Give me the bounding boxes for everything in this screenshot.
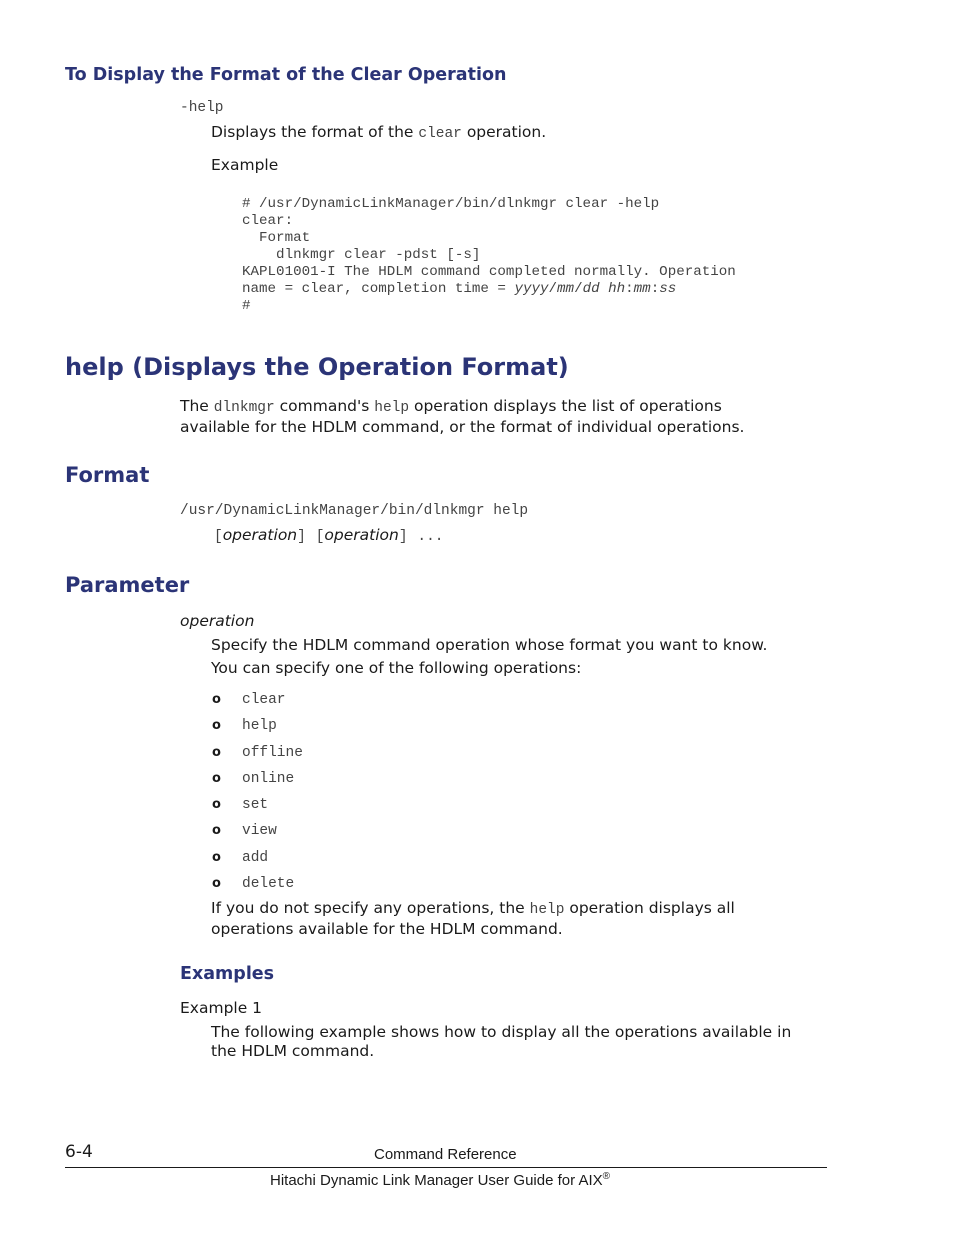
list-item: help xyxy=(242,718,277,734)
option-help: -help xyxy=(180,100,224,116)
code-text xyxy=(600,281,609,297)
subsection-title-examples: Examples xyxy=(180,964,275,984)
bullet-icon: o xyxy=(212,745,221,760)
parameter-desc-1: Specify the HDLM command operation whose format you want to know. xyxy=(211,636,768,654)
code-dlnkmgr: dlnkmgr xyxy=(213,400,275,416)
bullet-icon: o xyxy=(212,876,221,891)
registered-mark: ® xyxy=(602,1171,611,1182)
footer-chapter: Command Reference xyxy=(374,1146,517,1163)
code-line: dlnkmgr clear -pdst [-s] xyxy=(242,247,481,263)
help-intro-line-2: available for the HDLM command, or the format of individual operations. xyxy=(180,418,745,436)
code-block-clear-help xyxy=(242,196,736,315)
parameter-desc-2: You can specify one of the following operations: xyxy=(211,659,582,677)
footer-divider xyxy=(65,1167,827,1168)
example-label: Example xyxy=(211,156,279,174)
code-var: hh xyxy=(608,281,626,297)
subsection-heading-clear-format: To Display the Format of the Clear Operation xyxy=(65,65,507,85)
code-help: help xyxy=(374,400,410,416)
bullet-icon: o xyxy=(212,771,221,786)
text: The xyxy=(180,397,214,415)
code-var: mm xyxy=(633,281,651,297)
example-1-desc-line-1: The following example shows how to display all the operations available in xyxy=(211,1023,792,1041)
ellipsis: ... xyxy=(417,529,444,545)
format-command: /usr/DynamicLinkManager/bin/dlnkmgr help xyxy=(180,503,529,519)
text: operation displays the list of operations xyxy=(409,397,722,415)
bullet-icon: o xyxy=(212,797,221,812)
bullet-icon: o xyxy=(212,692,221,707)
list-item: set xyxy=(242,797,269,813)
section-title-parameter: Parameter xyxy=(65,573,190,597)
code-line: Format xyxy=(242,230,311,246)
bracket-close: ] xyxy=(398,529,408,545)
text: Hitachi Dynamic Link Manager User Guide for AIX xyxy=(270,1172,603,1189)
bullet-icon: o xyxy=(212,718,221,733)
page-number: 6-4 xyxy=(65,1142,93,1162)
parameter-name: operation xyxy=(180,612,255,630)
code-line: # /usr/DynamicLinkManager/bin/dlnkmgr clear -help xyxy=(242,196,660,212)
bracket-open: [ xyxy=(315,529,325,545)
text: Displays the format of the xyxy=(211,123,419,141)
section-title-help: help (Displays the Operation Format) xyxy=(65,353,569,381)
code-clear: clear xyxy=(418,126,462,142)
code-line xyxy=(242,281,736,298)
code-text: : xyxy=(650,281,660,297)
list-item: view xyxy=(242,823,277,839)
example-1-desc-line-2: the HDLM command. xyxy=(211,1042,375,1060)
list-item: clear xyxy=(242,692,286,708)
code-text: / xyxy=(574,281,583,297)
section-title-format: Format xyxy=(65,463,150,487)
code-help: help xyxy=(529,902,565,918)
code-text: name = clear, completion time = xyxy=(242,281,515,297)
code-var: yyyy xyxy=(514,281,549,297)
code-line: clear: xyxy=(242,213,294,229)
text: operation. xyxy=(461,123,547,141)
code-var: mm xyxy=(557,281,575,297)
list-item: online xyxy=(242,771,295,787)
text: operation displays all xyxy=(564,899,735,917)
code-var: ss xyxy=(659,281,677,297)
bullet-icon: o xyxy=(212,823,221,838)
format-operation-arg: operation xyxy=(324,526,399,544)
code-text: / xyxy=(548,281,558,297)
list-item: offline xyxy=(242,745,303,761)
parameter-note-line-2: operations available for the HDLM command. xyxy=(211,920,563,938)
text: command's xyxy=(274,397,375,415)
text: If you do not specify any operations, the xyxy=(211,899,530,917)
parameter-note-line-1 xyxy=(211,899,735,918)
help-intro-line-1 xyxy=(180,397,722,416)
list-item: add xyxy=(242,850,269,866)
footer-book-title xyxy=(270,1171,610,1189)
bullet-icon: o xyxy=(212,850,221,865)
code-var: dd xyxy=(582,281,600,297)
list-item: delete xyxy=(242,876,295,892)
code-text: : xyxy=(625,281,634,297)
example-1-label: Example 1 xyxy=(180,999,263,1017)
format-arguments xyxy=(214,526,443,545)
bracket-close: ] xyxy=(297,529,306,545)
option-help-description xyxy=(211,123,546,142)
bracket-open: [ xyxy=(214,529,223,545)
code-line: KAPL01001-I The HDLM command completed normally. Operation xyxy=(242,264,736,280)
code-line: # xyxy=(242,298,251,314)
format-operation-arg: operation xyxy=(222,526,298,544)
